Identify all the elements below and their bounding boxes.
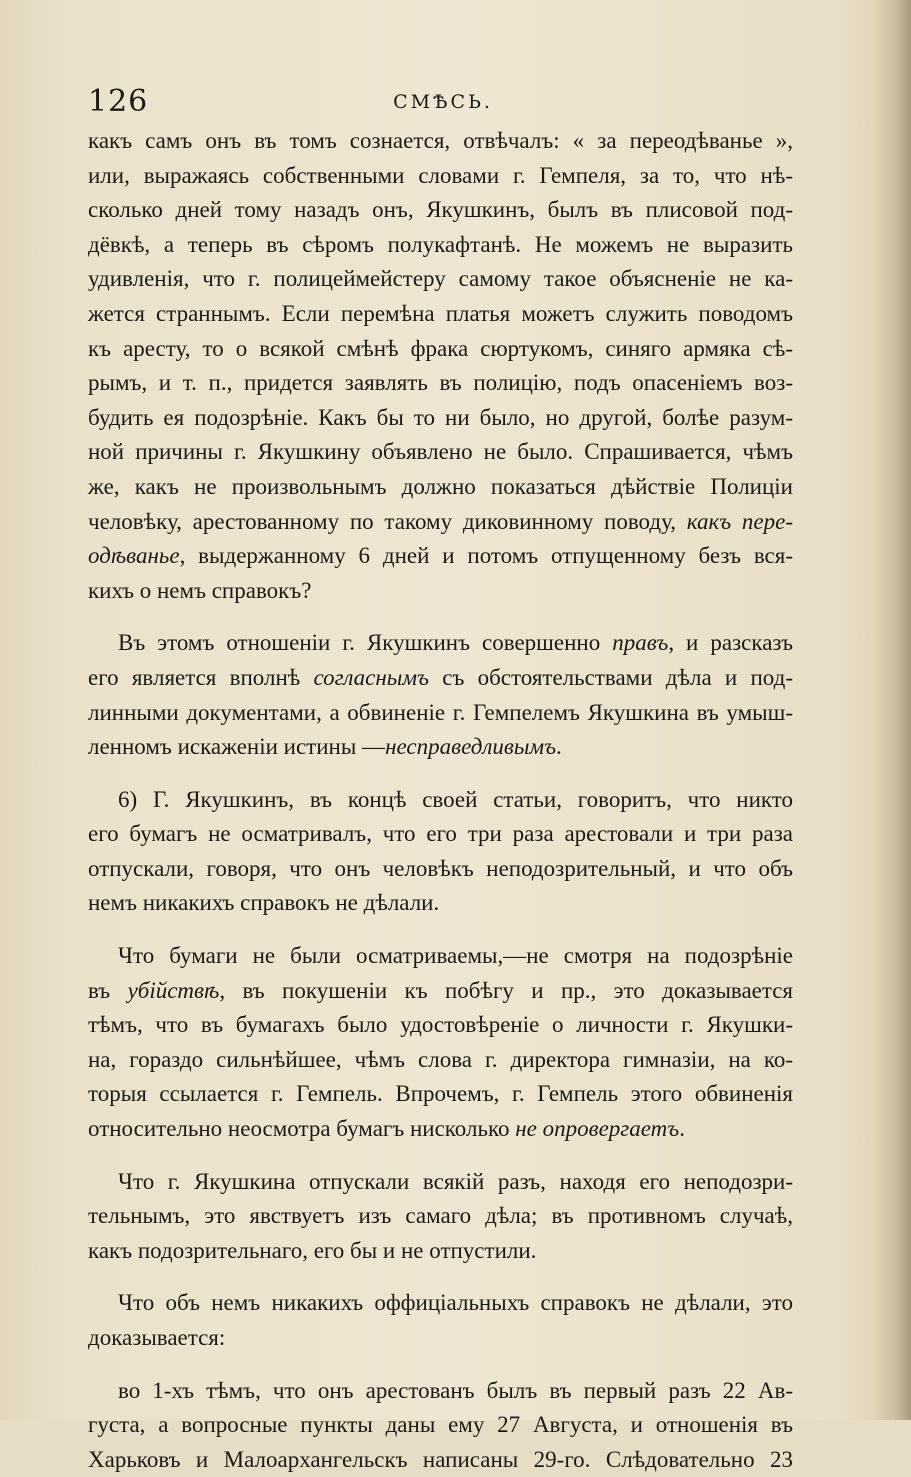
paragraph [88,124,793,608]
text-line [88,401,793,436]
paragraph-gap [88,1147,793,1165]
text-line [88,626,793,661]
text-line [88,470,793,505]
text-segment: удивленія, что г. полицеймейстеру самому такое объясненіе не ка- [88,266,793,292]
text-line [88,1043,793,1078]
text-line [88,817,793,852]
text-segment: . [556,734,562,760]
text-line [88,661,793,696]
paragraph-gap [88,1356,793,1374]
text-segment: . [679,1116,685,1142]
text-line [88,1165,793,1200]
text-segment: его бумагъ не осматривалъ, что его три раза арестовали и три раза [88,821,793,847]
emphasis-text: не опровергаетъ [515,1116,680,1142]
text-segment: съ обстоятельствами дѣла и под- [428,664,793,690]
text-segment: Что г. Якушкина отпускали всякій разъ, находя его неподозри- [118,1168,793,1194]
text-line [88,939,793,974]
text-line [88,1234,793,1269]
text-line [88,262,793,297]
emphasis-text: убійствѣ [127,977,220,1003]
paragraph-gap [88,765,793,783]
paragraph-gap [88,921,793,939]
page-number: 126 [88,84,149,119]
text-segment: или, выражаясь собственными словами г. Гемпеля, за то, что нѣ- [88,162,793,188]
paragraph-gap [88,608,793,626]
text-line [88,228,793,263]
paragraph [88,626,793,764]
paragraph [88,939,793,1147]
text-segment: жется страннымъ. Если перемѣна платья можетъ служить поводомъ [88,300,793,326]
text-segment: 6) Г. Якушкинъ, въ концѣ своей статьи, говоритъ, что никто [118,786,793,812]
text-line [88,1321,793,1356]
text-segment: доказывается: [88,1325,226,1350]
text-segment: какъ подозрительнаго, его бы и не отпустили. [88,1237,537,1263]
text-line [88,1408,793,1443]
emphasis-text: согласнымъ [313,664,429,690]
paragraph [88,1374,793,1477]
paragraph [88,783,793,921]
text-line [88,1008,793,1043]
text-segment: будить ея подозрѣніе. Какъ бы то ни было, но другой, болѣе разум- [88,404,793,430]
text-segment: на, гораздо сильнѣйшее, чѣмъ слова г. директора гимназіи, на ко- [88,1046,793,1072]
emphasis-text: правъ [612,630,669,656]
text-line [88,366,793,401]
text-line [88,696,793,731]
page-edge-shadow [873,0,911,1420]
text-segment: какъ самъ онъ въ томъ сознается, отвѣчалъ: « за переодѣванье », [88,128,793,153]
text-segment: густа, а вопросные пункты даны ему 27 Августа, и отношенія въ [88,1412,793,1438]
text-line [88,574,793,609]
text-line [88,1199,793,1234]
text-line [88,1286,793,1321]
text-segment: во 1-хъ тѣмъ, что онъ арестованъ былъ въ первый разъ 22 Ав- [118,1377,793,1403]
text-line [88,159,793,194]
text-line [88,1374,793,1409]
text-segment: ной причины г. Якушкину объявлено не было. Спрашивается, чѣмъ [88,439,793,465]
text-segment: , и разсказъ [668,630,793,656]
text-segment: Въ этомъ отношеніи г. Якушкинъ совершенно [118,630,613,656]
text-segment: же, какъ не произвольнымъ должно показаться дѣйствіе Полиціи [88,473,793,499]
text-segment: торыя ссылается г. Гемпель. Впрочемъ, г. Гемпель этого обвиненія [88,1081,793,1107]
text-segment: ленномъ искаженіи истины — [88,734,386,760]
text-line [88,193,793,228]
text-segment: Что объ немъ никакихъ оффиціальныхъ справокъ не дѣлали, это [118,1290,793,1316]
text-line [88,124,793,159]
text-segment: , въ покушеніи къ побѣгу и пр., это доказывается [219,977,793,1003]
text-line [88,783,793,818]
text-segment: отпускали, говоря, что онъ человѣкъ неподозрительный, и что объ [88,855,793,881]
text-line [88,974,793,1009]
text-segment: , выдержанному 6 дней и потомъ отпущенному безъ вся- [179,543,793,569]
text-line [88,1112,793,1147]
paragraph [88,1165,793,1269]
text-segment: относительно неосмотра бумагъ нисколько [88,1116,516,1142]
body-text [88,124,793,1477]
emphasis-text: несправедливымъ [385,734,557,760]
emphasis-text: одѣванье [88,543,180,569]
text-segment: линными документами, а обвиненіе г. Гемпелемъ Якушкина въ умыш- [88,699,793,725]
text-line [88,886,793,921]
text-segment: дёвкѣ, а теперь въ сѣромъ полукафтанѣ. Не можемъ не выразить [88,231,793,257]
text-line [88,852,793,887]
emphasis-text: какъ пере- [686,508,793,534]
page-header [88,84,798,120]
text-line [88,1443,793,1477]
text-segment: человѣку, арестованному по такому диковинному поводу, [88,508,687,534]
text-segment: его является вполнѣ [88,664,314,690]
paragraph [88,1286,793,1355]
text-line [88,297,793,332]
text-segment: тѣмъ, что въ бумагахъ было удостовѣреніе о личности г. Якушки- [88,1012,793,1038]
running-head: СМѢСЬ. [393,91,493,113]
text-line [88,332,793,367]
text-segment: тельнымъ, это явствуетъ изъ самаго дѣла; въ противномъ случаѣ, [88,1203,793,1229]
paragraph-gap [88,1268,793,1286]
text-segment: немъ никакихъ справокъ не дѣлали. [88,890,440,916]
text-line [88,1077,793,1112]
text-line [88,730,793,765]
text-segment: Что бумаги не были осматриваемы,—не смотря на подозрѣніе [118,943,793,969]
text-segment: рымъ, и т. п., придется заявлять въ полицію, подъ опасеніемъ воз- [88,370,793,396]
text-segment: Харьковъ и Малоархангельскъ написаны 29-го. Слѣдовательно 23 [88,1446,793,1472]
text-line [88,539,793,574]
text-line [88,505,793,540]
text-segment: въ [88,977,128,1003]
text-segment: къ аресту, то о всякой смѣнѣ фрака сюртукомъ, синяго армяка сѣ- [88,335,793,361]
text-segment: сколько дней тому назадъ онъ, Якушкинъ, былъ въ плисовой под- [88,197,793,223]
text-line [88,435,793,470]
text-segment: кихъ о немъ справокъ? [88,577,312,603]
